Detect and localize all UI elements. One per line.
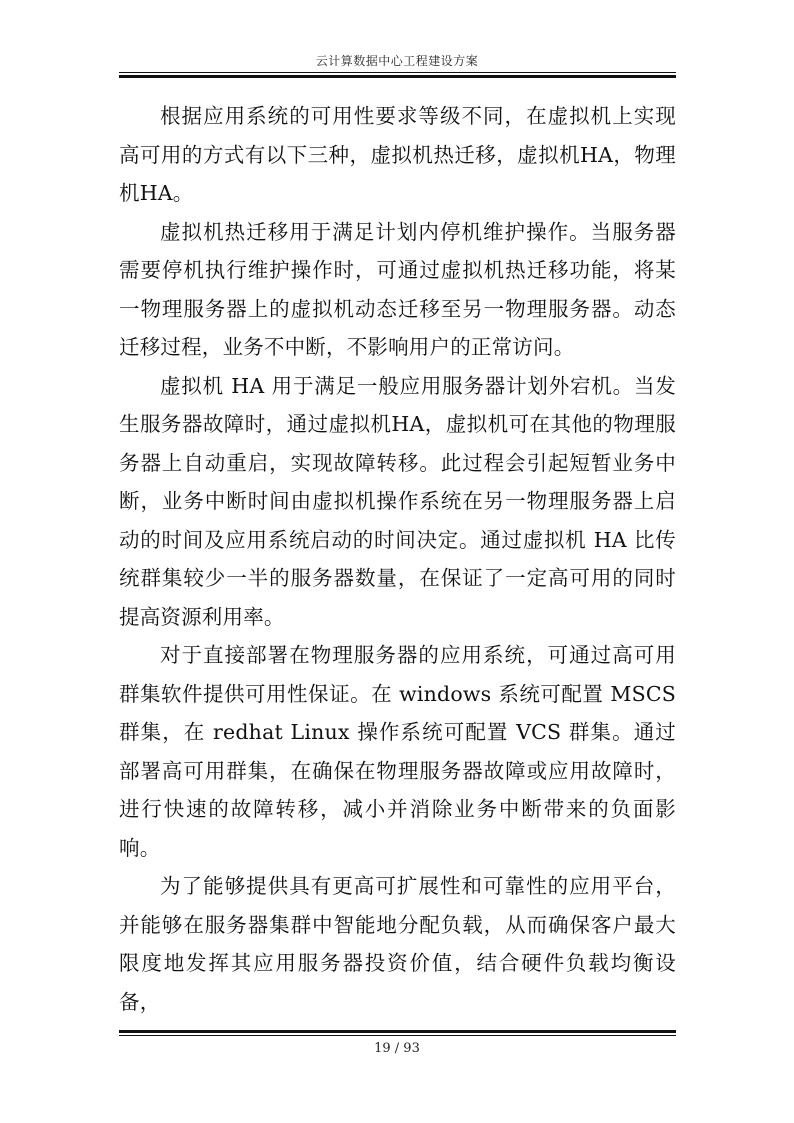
body-paragraph: 为了能够提供具有更高可扩展性和可靠性的应用平台，并能够在服务器集群中智能地分配负载，从而确保客户最大限度地发挥其应用服务器投资价值，结合硬件负载均衡设备， <box>119 874 676 1014</box>
footer-rule-thick <box>119 1030 676 1033</box>
header-rule-thick <box>119 75 676 78</box>
page-number: 19 / 93 <box>374 1041 420 1056</box>
header-rule-thin <box>119 72 676 73</box>
document-title: 云计算数据中心工程建设方案 <box>315 54 479 68</box>
body-paragraph: 根据应用系统的可用性要求等级不同，在虚拟机上实现高可用的方式有以下三种，虚拟机热迁移，虚拟机HA，物理机HA。 <box>119 104 676 205</box>
footer-rule-thin <box>119 1035 676 1036</box>
body-paragraph: 虚拟机 HA 用于满足一般应用服务器计划外宕机。当发生服务器故障时，通过虚拟机HA，虚拟机可在其他的物理服务器上自动重启，实现故障转移。此过程会引起短暂业务中断，业务中断时间由虚拟机操作系统在另一物理服务器上启动的时间及应用系统启动的时间决定。通过虚拟机 HA 比传统群集较少一半的服务器数量，在保证了一定高可用的同时提高资源利用率。 <box>119 373 676 629</box>
body-paragraph: 对于直接部署在物理服务器的应用系统，可通过高可用群集软件提供可用性保证。在 windows 系统可配置 MSCS 群集，在 redhat Linux 操作系统可配置 VCS 群集。通过部署高可用群集，在确保在物理服务器故障或应用故障时，进行快速的故障转移，减小并消除业务中断带来的负面影响。 <box>119 643 676 860</box>
body-paragraph: 虚拟机热迁移用于满足计划内停机维护操作。当服务器需要停机执行维护操作时，可通过虚拟机热迁移功能，将某一物理服务器上的虚拟机动态迁移至另一物理服务器。动态迁移过程，业务不中断，不影响用户的正常访问。 <box>119 219 676 359</box>
document-body <box>119 97 676 1021</box>
